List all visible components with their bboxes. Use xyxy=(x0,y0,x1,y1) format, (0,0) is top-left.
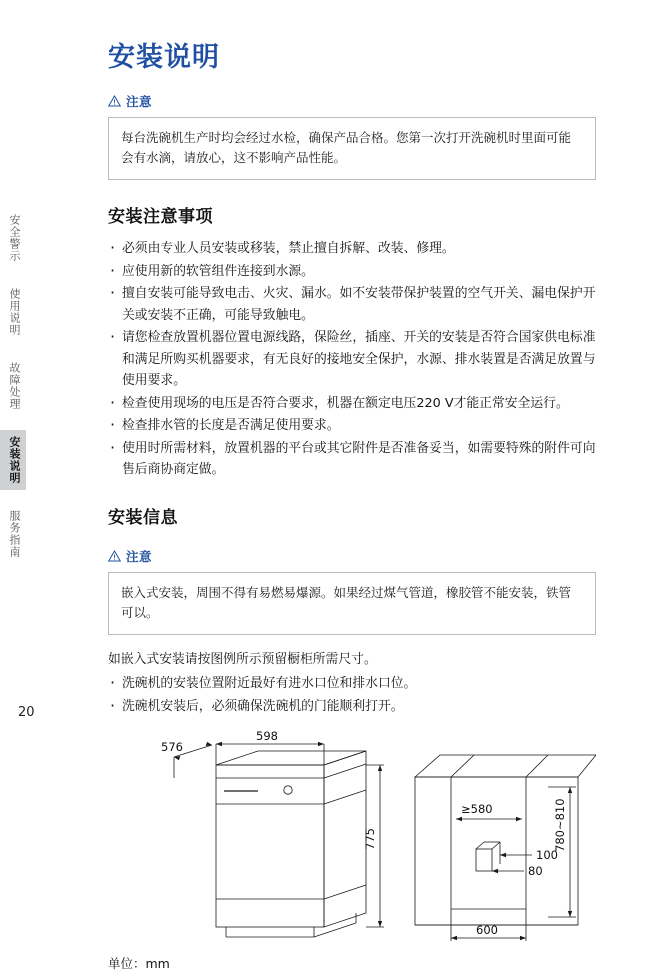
section-heading-installation-cautions: 安装注意事项 xyxy=(108,207,213,227)
warning-triangle-icon xyxy=(108,550,121,562)
list-item: · 检查排水管的长度是否满足使用要求。 xyxy=(108,415,596,437)
dimension-min-width-580: ≥580 xyxy=(461,802,493,816)
installation-caution-list xyxy=(108,238,596,481)
installation-info-list xyxy=(108,673,596,717)
unit-label: 单位：mm xyxy=(108,956,170,971)
notice-header-2 xyxy=(108,547,596,565)
list-item: · 洗碗机的安装位置附近最好有进水口位和排水口位。 xyxy=(108,673,596,695)
page-title: 安装说明 xyxy=(108,42,220,73)
notice-label-2: 注意 xyxy=(126,548,153,564)
list-item: · 检查使用现场的电压是否符合要求，机器在额定电压220 V才能正常安全运行。 xyxy=(108,393,596,415)
page-number: 20 xyxy=(18,705,35,720)
notice-box-2: 嵌入式安装，周围不得有易燃易爆源。如果经过煤气管道，橡胶管不能安装，铁管可以。 xyxy=(108,572,596,635)
dimension-depth-576: 576 xyxy=(161,740,183,754)
dimension-height-780-810: 780~810 xyxy=(553,798,567,852)
warning-triangle-icon xyxy=(108,95,121,107)
sidebar-item-safety[interactable]: 安全警示 xyxy=(8,214,21,262)
notice-label-1: 注意 xyxy=(126,94,153,109)
document-content xyxy=(108,0,596,972)
list-item: · 应使用新的软管组件连接到水源。 xyxy=(108,261,596,283)
list-item: · 洗碗机安装后，必须确保洗碗机的门能顺利打开。 xyxy=(108,696,596,718)
side-tab-strip xyxy=(0,208,26,578)
notice-header-1 xyxy=(108,92,596,110)
dimension-height-775: 775 xyxy=(363,828,377,850)
list-item: · 使用时所需材料，放置机器的平台或其它附件是否准备妥当，如需要特殊的附件可向售后商协商定做。 xyxy=(108,438,596,481)
dimension-100: 100 xyxy=(536,848,558,862)
sidebar-item-troubleshooting[interactable]: 故障处理 xyxy=(8,362,21,410)
list-item: · 请您检查放置机器位置电源线路，保险丝，插座、开关的安装是否符合国家供电标准和满足所购买机器要求，有无良好的接地安全保护，水源、排水装置是否满足放置与使用要求。 xyxy=(108,327,596,392)
dimension-width-600: 600 xyxy=(476,923,498,937)
sidebar-item-installation[interactable]: 安装说明 xyxy=(0,430,26,490)
list-item: · 必须由专业人员安装或移装，禁止擅自拆解、改装、修理。 xyxy=(108,238,596,260)
sidebar-item-usage[interactable]: 使用说明 xyxy=(8,288,21,336)
installation-dimension-diagram xyxy=(108,731,596,946)
installation-paragraph: 如嵌入式安装请按图例所示预留橱柜所需尺寸。 xyxy=(108,651,377,667)
section-heading-installation-info: 安装信息 xyxy=(108,507,178,528)
dimension-width-598: 598 xyxy=(256,731,278,743)
dimension-80: 80 xyxy=(528,864,543,878)
sidebar-item-service[interactable]: 服务指南 xyxy=(8,510,21,558)
notice-box-1: 每台洗碗机生产时均会经过水检，确保产品合格。您第一次打开洗碗机时里面可能会有水滴，请放心，这不影响产品性能。 xyxy=(108,117,596,180)
list-item: · 擅自安装可能导致电击、火灾、漏水。如不安装带保护装置的空气开关、漏电保护开关或安装不正确，可能导致触电。 xyxy=(108,283,596,326)
